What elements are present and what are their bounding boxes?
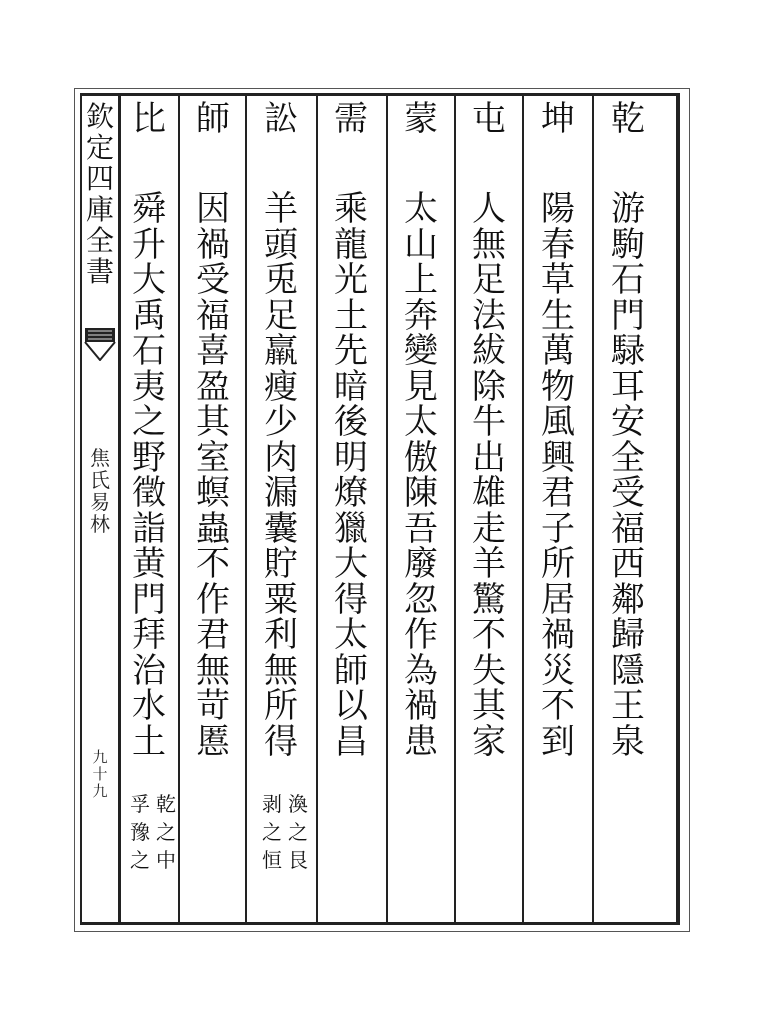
page-number: 九 十 九	[92, 748, 108, 800]
hexagram-name: 屯	[472, 99, 506, 139]
column-bi	[121, 99, 177, 872]
hexagram-name: 坤	[541, 99, 575, 139]
annotation-note: 孚 豫 之	[130, 792, 150, 872]
hexagram-name: 需	[334, 99, 368, 139]
column-kun	[530, 99, 586, 762]
column-qian	[600, 99, 656, 762]
column-meng	[393, 99, 449, 762]
collection-title: 欽 定 四 庫 全 書	[85, 100, 114, 288]
hexagram-name: 乾	[611, 99, 645, 139]
verse-text: 因 禍 受 福 喜 盈 其 室 螟 蟲 不 作 君 無 苛 慝	[196, 189, 230, 762]
column-divider	[592, 93, 594, 925]
annotation-note: 渙 之 艮	[288, 792, 308, 872]
top-rule	[80, 93, 680, 96]
bottom-rule	[80, 922, 680, 925]
column-divider	[454, 93, 456, 925]
column-divider	[245, 93, 247, 925]
verse-text: 人 無 足 法 紱 除 牛 出 雄 走 羊 驚 不 失 其 家	[472, 189, 506, 762]
verse-text: 乘 龍 光 土 先 暗 後 明 燎 獵 大 得 太 師 以 昌	[334, 189, 368, 762]
annotation-note: 乾 之 中	[156, 792, 176, 872]
page-margin	[82, 93, 118, 925]
hexagram-name: 比	[132, 99, 166, 139]
column-xu	[323, 99, 379, 762]
hexagram-name: 師	[196, 99, 230, 139]
column-shi	[185, 99, 241, 762]
verse-text: 游 駒 石 門 騄 耳 安 全 受 福 西 鄰 歸 隱 王 泉	[611, 189, 645, 762]
column-song	[253, 99, 309, 872]
column-divider	[316, 93, 318, 925]
right-rule	[676, 93, 680, 925]
verse-text: 舜 升 大 禹 石 夷 之 野 徵 詣 黄 門 拜 治 水 土	[132, 189, 166, 762]
hexagram-name: 蒙	[404, 99, 438, 139]
annotation-note: 剥 之 恒	[262, 792, 282, 872]
verse-text: 羊 頭 兎 足 羸 瘦 少 肉 漏 囊 貯 粟 利 無 所 得	[264, 189, 298, 762]
column-zhun	[461, 99, 517, 762]
fishtail-mark-icon	[84, 327, 116, 361]
verse-text: 太 山 上 奔 變 見 太 傲 陳 吾 廢 忽 作 為 禍 患	[404, 189, 438, 762]
hexagram-name: 訟	[264, 99, 298, 139]
verse-text: 陽 春 草 生 萬 物 風 興 君 子 所 居 禍 災 不 到	[541, 189, 575, 762]
book-title: 焦 氏 易 林	[90, 446, 110, 536]
column-divider	[522, 93, 524, 925]
column-divider	[386, 93, 388, 925]
